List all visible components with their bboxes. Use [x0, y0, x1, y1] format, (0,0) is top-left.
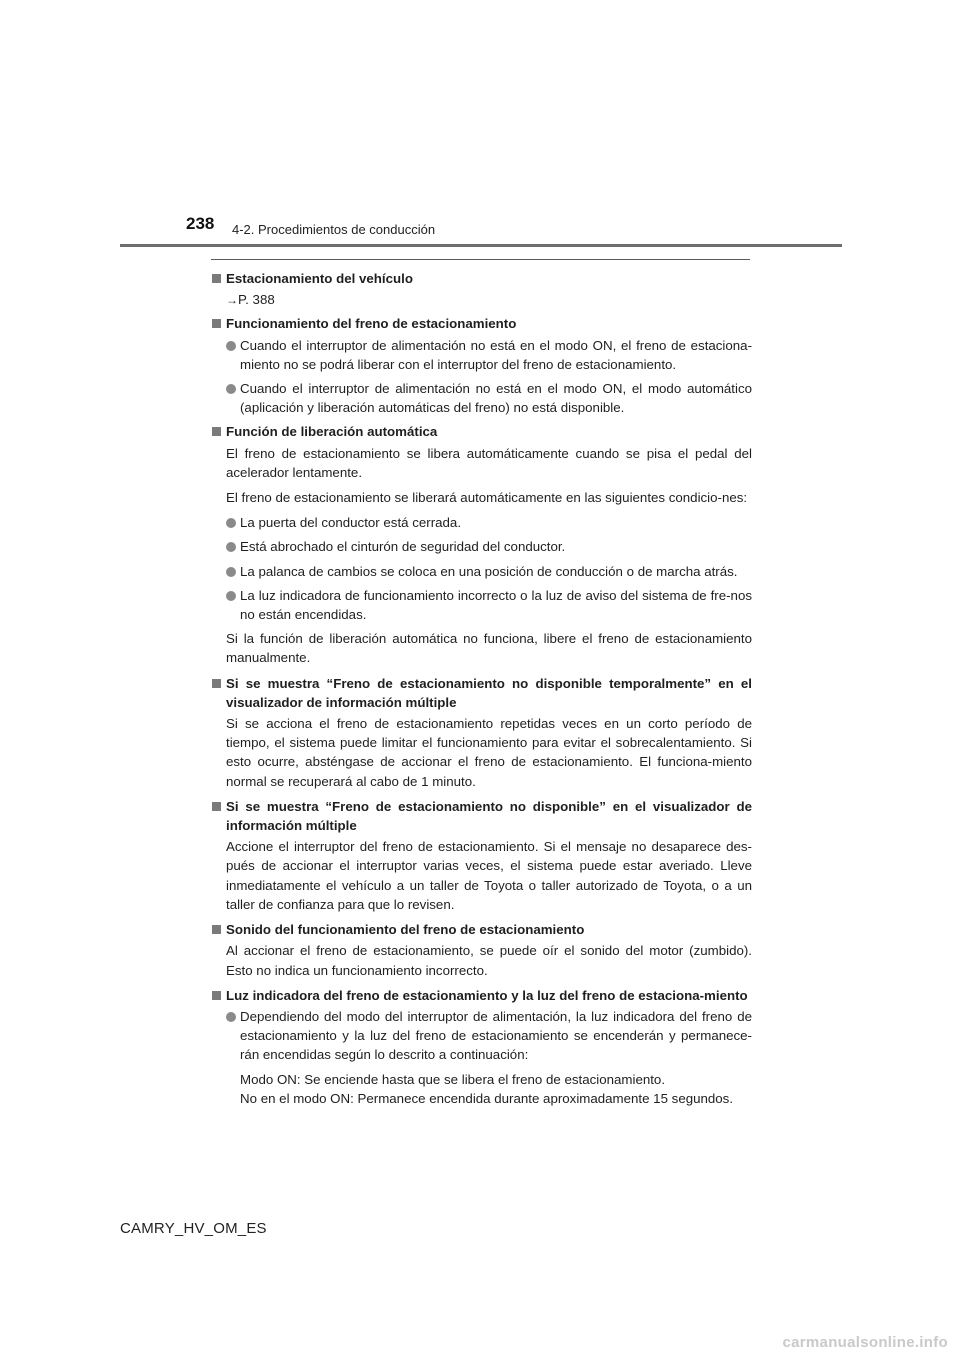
chapter-title: 4-2. Procedimientos de conducción [232, 222, 436, 237]
content-divider [211, 259, 750, 260]
square-bullet-icon [212, 427, 221, 436]
list-item: La puerta del conductor está cerrada. [211, 513, 752, 532]
paragraph: Al accionar el freno de estacionamiento, se puede oír el sonido del motor (zumbido). Esto no indica un funcionamiento incorrecto. [226, 943, 752, 978]
arrow-right-icon: → [226, 293, 238, 308]
section-heading: Sonido del funcionamiento del freno de estacionamiento [211, 920, 752, 939]
square-bullet-icon [212, 802, 221, 811]
list-item: Cuando el interruptor de alimentación no está en el modo ON, el modo automático (aplicación y liberación automáticas del freno) no está disponible. [211, 379, 752, 417]
list-item: Dependiendo del modo del interruptor de alimentación, la luz indicadora del freno de estacionamiento y la luz del freno de estacionamiento se encenderán y permanece-rán encendidas según lo descrito a continuación: [211, 1007, 752, 1065]
page-content [211, 269, 752, 1114]
section-heading: Función de liberación automática [211, 422, 752, 441]
square-bullet-icon [212, 679, 221, 688]
circle-bullet-icon [226, 567, 236, 577]
square-bullet-icon [212, 319, 221, 328]
list-item: La luz indicadora de funcionamiento incorrecto o la luz de aviso del sistema de fre-nos no están encendidas. [211, 586, 752, 624]
section-heading: Si se muestra “Freno de estacionamiento no disponible temporalmente” en el visualizador de información múltiple [211, 674, 752, 712]
watermark: carmanualsonline.info [782, 1334, 948, 1351]
circle-bullet-icon [226, 384, 236, 394]
page-reference [211, 290, 752, 310]
circle-bullet-icon [226, 591, 236, 601]
square-bullet-icon [212, 925, 221, 934]
paragraph: El freno de estacionamiento se libera automáticamente cuando se pisa el pedal del acelerador lentamente. [226, 445, 752, 480]
circle-bullet-icon [226, 542, 236, 552]
list-item: Cuando el interruptor de alimentación no está en el modo ON, el freno de estaciona-miento no se podrá liberar con el interruptor del freno de estacionamiento. [211, 336, 752, 374]
paragraph: Si se acciona el freno de estacionamiento repetidas veces en un corto período de tiempo, el sistema puede limitar el funcionamiento para evitar el sobrecalentamiento. Si esto ocurre, absténgase de accionar el freno de estacionamiento. El funciona-miento normal se recuperará al cabo de 1 minuto. [226, 716, 752, 789]
square-bullet-icon [212, 991, 221, 1000]
section-heading: Si se muestra “Freno de estacionamiento no disponible” en el visualizador de información múltiple [211, 797, 752, 835]
square-bullet-icon [212, 274, 221, 283]
paragraph: Si la función de liberación automática no funciona, libere el freno de estacionamiento manualmente. [226, 631, 752, 666]
section-heading: Funcionamiento del freno de estacionamiento [211, 314, 752, 333]
paragraph: El freno de estacionamiento se liberará automáticamente en las siguientes condicio-nes: [226, 490, 748, 506]
mode-off-text: No en el modo ON: Permanece encendida durante aproximadamente 15 segundos. [240, 1090, 734, 1106]
page-number: 238 [186, 214, 215, 233]
manual-code: CAMRY_HV_OM_ES [120, 1220, 267, 1237]
indicator-modes [211, 1070, 752, 1108]
circle-bullet-icon [226, 518, 236, 528]
header-divider [120, 244, 842, 247]
section-heading: Estacionamiento del vehículo [211, 269, 752, 288]
circle-bullet-icon [226, 341, 236, 351]
paragraph: Accione el interruptor del freno de estacionamiento. Si el mensaje no desaparece des-pués de accionar el interruptor varias veces, el sistema puede estar averiado. Lleve inmediatamente el vehículo a un taller de Toyota o taller autorizado de Toyota, o a un taller de confianza para que lo revisen. [226, 839, 752, 912]
reference-link[interactable]: P. 388 [238, 292, 275, 308]
circle-bullet-icon [226, 1012, 236, 1022]
mode-on-text: Modo ON: Se enciende hasta que se libera el freno de estacionamiento. [240, 1071, 666, 1087]
list-item: Está abrochado el cinturón de seguridad del conductor. [211, 537, 752, 556]
section-heading: Luz indicadora del freno de estacionamiento y la luz del freno de estaciona-miento [211, 986, 752, 1005]
list-item: La palanca de cambios se coloca en una posición de conducción o de marcha atrás. [211, 562, 752, 581]
